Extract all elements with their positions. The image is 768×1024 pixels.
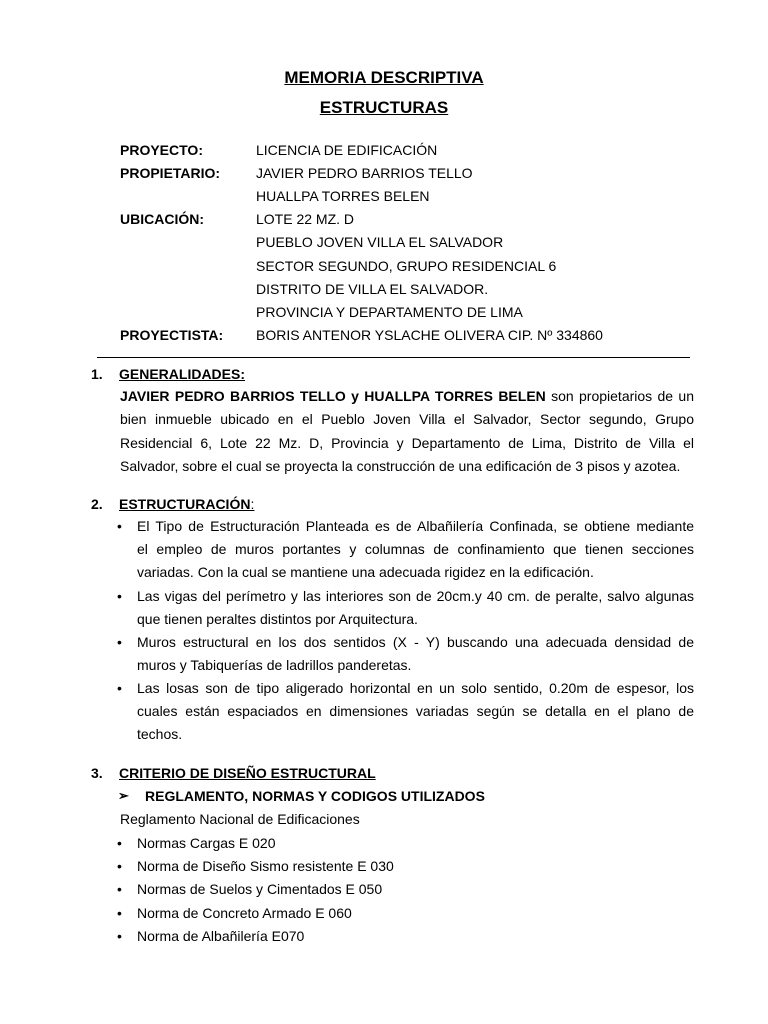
ubicacion-value-2: PUEBLO JOVEN VILLA EL SALVADOR [256,234,504,250]
section-2-title-text: ESTRUCTURACIÓN [119,496,251,512]
bullet-icon: • [117,634,122,650]
ubicacion-value-1: LOTE 22 MZ. D [256,211,355,227]
propietario-value-1: JAVIER PEDRO BARRIOS TELLO [256,165,473,181]
bullet-1-line-2: el empleo de muros portantes y columnas de confinamiento que tienen secciones [137,541,694,557]
section-2-bullet-1-text [137,515,694,584]
bullet-1-line-3: variadas. Con la cual se mantiene una adecuada rigidez en la edificación. [137,564,594,580]
bullet-3-line-1: Muros estructural en los dos sentidos (X - Y) buscando una adecuada densidad de [137,634,694,650]
section-2-bullet-2-text [137,585,694,631]
section-1-line-1 [120,385,694,408]
norma-text: Norma de Concreto Armado E 060 [137,905,352,921]
section-2-title [119,496,254,512]
document-title: MEMORIA DESCRIPTIVA [284,68,484,87]
proyecto-label: PROYECTO: [120,142,203,158]
proyectista-value: BORIS ANTENOR YSLACHE OLIVERA CIP. Nº 334860 [256,327,603,343]
section-1-line-4: Salvador, sobre el cual se proyecta la construcción de una edificación de 3 pisos y azotea. [120,457,681,474]
norma-text: Norma de Diseño Sismo resistente E 030 [137,858,394,874]
section-1-paragraph [120,385,694,478]
section-2-bullet-4-text [137,677,694,746]
bullet-icon: • [117,680,122,696]
document-subtitle: ESTRUCTURAS [319,98,449,117]
norma-text: Norma de Albañilería E070 [137,928,305,944]
proyectista-label: PROYECTISTA: [120,327,224,343]
section-2-number: 2. [91,496,103,512]
section-3-title: CRITERIO DE DISEÑO ESTRUCTURAL [119,765,376,781]
section-1-number: 1. [91,366,103,382]
ubicacion-value-5: PROVINCIA Y DEPARTAMENTO DE LIMA [256,304,523,320]
bullet-icon: • [117,518,122,534]
bullet-2-line-1: Las vigas del perímetro y las interiores son de 20cm.y 40 cm. de peralte, salvo algunas [137,588,694,604]
owners-names: JAVIER PEDRO BARRIOS TELLO y HUALLPA TORRES BELEN [120,388,546,404]
ubicacion-label: UBICACIÓN: [120,211,204,227]
bullet-icon: • [117,835,122,851]
bullet-icon: • [117,588,122,604]
section-3-number: 3. [91,765,103,781]
bullet-4-line-1: Las losas son de tipo aligerado horizontal en un solo sentido, 0.20m de espesor, los [137,680,694,696]
norma-text: Normas de Suelos y Cimentados E 050 [137,881,383,897]
bullet-4-line-3: techos. [137,726,183,742]
reglamento-line: Reglamento Nacional de Edificaciones [120,811,360,827]
section-2-title-colon: : [250,496,255,512]
bullet-3-line-2: muros y Tabiquerías de ladrillos panderetas. [137,657,412,673]
bullet-icon: • [117,905,122,921]
bullet-1-line-1: El Tipo de Estructuración Planteada es de Albañilería Confinada, se obtiene mediante [137,518,694,534]
norma-text: Normas Cargas E 020 [137,835,276,851]
bullet-icon: • [117,881,122,897]
bullet-icon: • [117,858,122,874]
section-1-line-1-rest: son propietarios de un [551,388,694,404]
section-1-title: GENERALIDADES: [119,366,246,382]
propietario-value-2: HUALLPA TORRES BELEN [256,188,430,204]
horizontal-divider [97,357,690,358]
section-2-bullet-3-text [137,631,694,677]
section-1-line-3: Residencial 6, Lote 22 Mz. D, Provincia y Departamento de Lima, Distrito de Villa el [120,434,694,451]
propietario-label: PROPIETARIO: [120,165,221,181]
section-3-subheading-text: REGLAMENTO, NORMAS Y CODIGOS UTILIZADOS [145,788,485,804]
bullet-2-line-2: que tienen peraltes distintos por Arquitectura. [137,611,418,627]
section-1-line-2: bien inmueble ubicado en el Pueblo Joven Villa el Salvador, Sector segundo, Grupo [120,411,694,428]
bullet-4-line-2: cuales están espaciados en dimensiones variadas según se detalla en el plano de [137,703,694,719]
ubicacion-value-3: SECTOR SEGUNDO, GRUPO RESIDENCIAL 6 [256,258,557,274]
bullet-icon: • [117,928,122,944]
arrow-bullet-icon: ➢ [118,788,129,803]
ubicacion-value-4: DISTRITO DE VILLA EL SALVADOR. [256,281,489,297]
proyecto-value: LICENCIA DE EDIFICACIÓN [256,142,438,158]
